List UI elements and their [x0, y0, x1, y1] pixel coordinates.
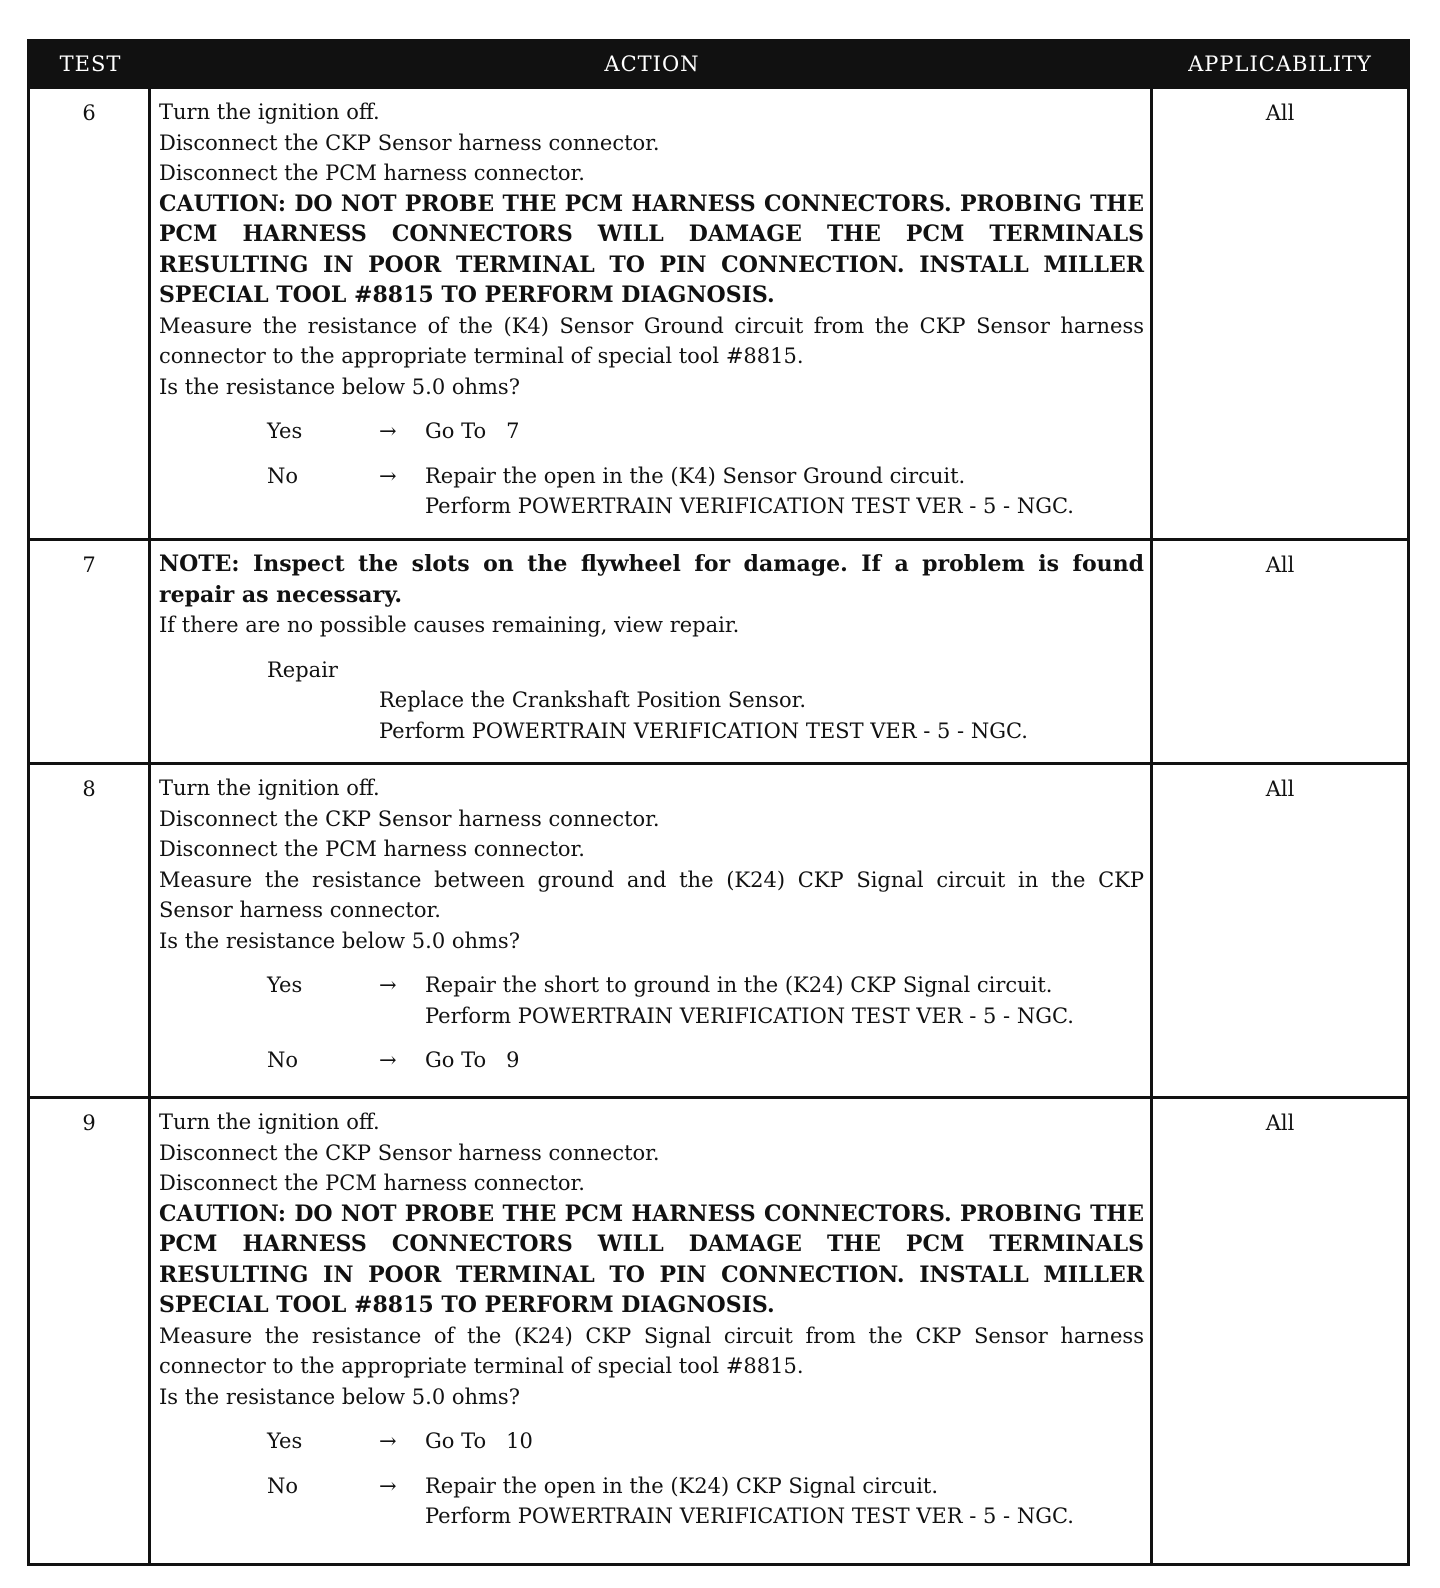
yes-text	[425, 970, 1144, 1031]
no-text-line: Perform POWERTRAIN VERIFICATION TEST VER - 5 - NGC.	[425, 494, 1074, 518]
measure-text: Measure the resistance of the (K4) Sensor Ground circuit from the CKP Sensor harness connector to the appropriate terminal of special tool #8815.	[159, 313, 1144, 368]
action-cell	[151, 765, 1153, 1096]
header-action: ACTION	[604, 52, 700, 76]
table-row	[30, 1096, 1407, 1563]
step-line: If there are no possible causes remaining, view repair.	[159, 613, 740, 637]
step-line: Turn the ignition off.	[159, 776, 380, 800]
diagnostic-table	[27, 39, 1410, 1566]
no-text-line: Repair the open in the (K24) CKP Signal circuit.	[425, 1473, 939, 1498]
step-line: Disconnect the CKP Sensor harness connector.	[159, 806, 660, 831]
no-text	[425, 1471, 1144, 1532]
caution-text: CAUTION: DO NOT PROBE THE PCM HARNESS CONNECTORS. PROBING THE PCM HARNESS CONNECTORS WILL DAMAGE THE PCM TERMINALS RESULTING IN POOR TERMINAL TO PIN CONNECTION. INSTALL MILLER SPECIAL TOOL #8815 TO PERFORM DIAGNOSIS.	[159, 190, 1144, 308]
no-label: No	[267, 1048, 299, 1072]
no-text-line: Repair the open in the (K4) Sensor Ground circuit.	[425, 463, 966, 488]
step-line: Turn the ignition off.	[159, 1110, 380, 1134]
yes-label: Yes	[267, 1429, 303, 1453]
step-line: Turn the ignition off.	[159, 100, 380, 124]
applicability-cell: All	[1265, 777, 1295, 801]
step-line: Disconnect the CKP Sensor harness connector.	[159, 1140, 660, 1165]
step-line: Disconnect the CKP Sensor harness connector.	[159, 130, 660, 155]
step-line: Disconnect the PCM harness connector.	[159, 161, 585, 185]
no-branch	[159, 1471, 1144, 1532]
test-number: 9	[30, 1099, 151, 1563]
caution-text: CAUTION: DO NOT PROBE THE PCM HARNESS CONNECTORS. PROBING THE PCM HARNESS CONNECTORS WILL DAMAGE THE PCM TERMINALS RESULTING IN POOR TERMINAL TO PIN CONNECTION. INSTALL MILLER SPECIAL TOOL #8815 TO PERFORM DIAGNOSIS.	[159, 1200, 1144, 1318]
action-cell	[151, 1099, 1153, 1563]
yes-text-line: Perform POWERTRAIN VERIFICATION TEST VER - 5 - NGC.	[425, 1003, 1074, 1028]
applicability-cell: All	[1265, 1111, 1295, 1135]
arrow-icon: →	[379, 1429, 397, 1453]
yes-text-line: Repair the short to ground in the (K24) CKP Signal circuit.	[425, 973, 1053, 997]
repair-text: Perform POWERTRAIN VERIFICATION TEST VER - 5 - NGC.	[379, 718, 1028, 743]
repair-text: Replace the Crankshaft Position Sensor.	[379, 688, 807, 712]
repair-label: Repair	[267, 657, 338, 682]
test-number: 8	[30, 765, 151, 1096]
table-header	[30, 42, 1407, 86]
no-text: Go To 9	[425, 1048, 520, 1072]
yes-branch	[159, 416, 1144, 447]
no-text	[425, 461, 1144, 522]
question-text: Is the resistance below 5.0 ohms?	[159, 928, 520, 953]
yes-label: Yes	[267, 973, 303, 997]
arrow-icon: →	[379, 463, 397, 488]
yes-text: Go To 7	[425, 419, 520, 443]
test-number: 7	[30, 541, 151, 762]
table-row	[30, 538, 1407, 762]
step-line: Disconnect the PCM harness connector.	[159, 1171, 585, 1195]
no-label: No	[267, 463, 299, 488]
arrow-icon: →	[379, 1048, 397, 1072]
no-text-line: Perform POWERTRAIN VERIFICATION TEST VER - 5 - NGC.	[425, 1504, 1074, 1528]
measure-text: Measure the resistance between ground and the (K24) CKP Signal circuit in the CKP Sensor harness connector.	[159, 867, 1144, 922]
arrow-icon: →	[379, 973, 397, 997]
action-cell	[151, 89, 1153, 538]
measure-text: Measure the resistance of the (K24) CKP Signal circuit from the CKP Sensor harness connector to the appropriate terminal of special tool #8815.	[159, 1323, 1144, 1378]
no-label: No	[267, 1473, 299, 1498]
arrow-icon: →	[379, 1473, 397, 1498]
applicability-cell: All	[1265, 101, 1295, 125]
question-text: Is the resistance below 5.0 ohms?	[159, 374, 520, 399]
applicability-cell: All	[1265, 553, 1295, 577]
header-applicability: APPLICABILITY	[1188, 52, 1372, 76]
action-cell	[151, 541, 1153, 762]
header-test: TEST	[59, 52, 122, 76]
yes-branch	[159, 1426, 1144, 1457]
no-branch	[159, 1045, 1144, 1076]
note-text: NOTE: Inspect the slots on the flywheel for damage. If a problem is found repair as necessary.	[159, 551, 1144, 608]
no-branch	[159, 461, 1144, 522]
step-line: Disconnect the PCM harness connector.	[159, 837, 585, 861]
arrow-icon: →	[379, 419, 397, 443]
yes-branch	[159, 970, 1144, 1031]
table-row	[30, 762, 1407, 1096]
yes-label: Yes	[267, 419, 303, 443]
test-number: 6	[30, 89, 151, 538]
yes-text: Go To 10	[425, 1429, 533, 1453]
question-text: Is the resistance below 5.0 ohms?	[159, 1384, 520, 1409]
table-row	[30, 86, 1407, 538]
